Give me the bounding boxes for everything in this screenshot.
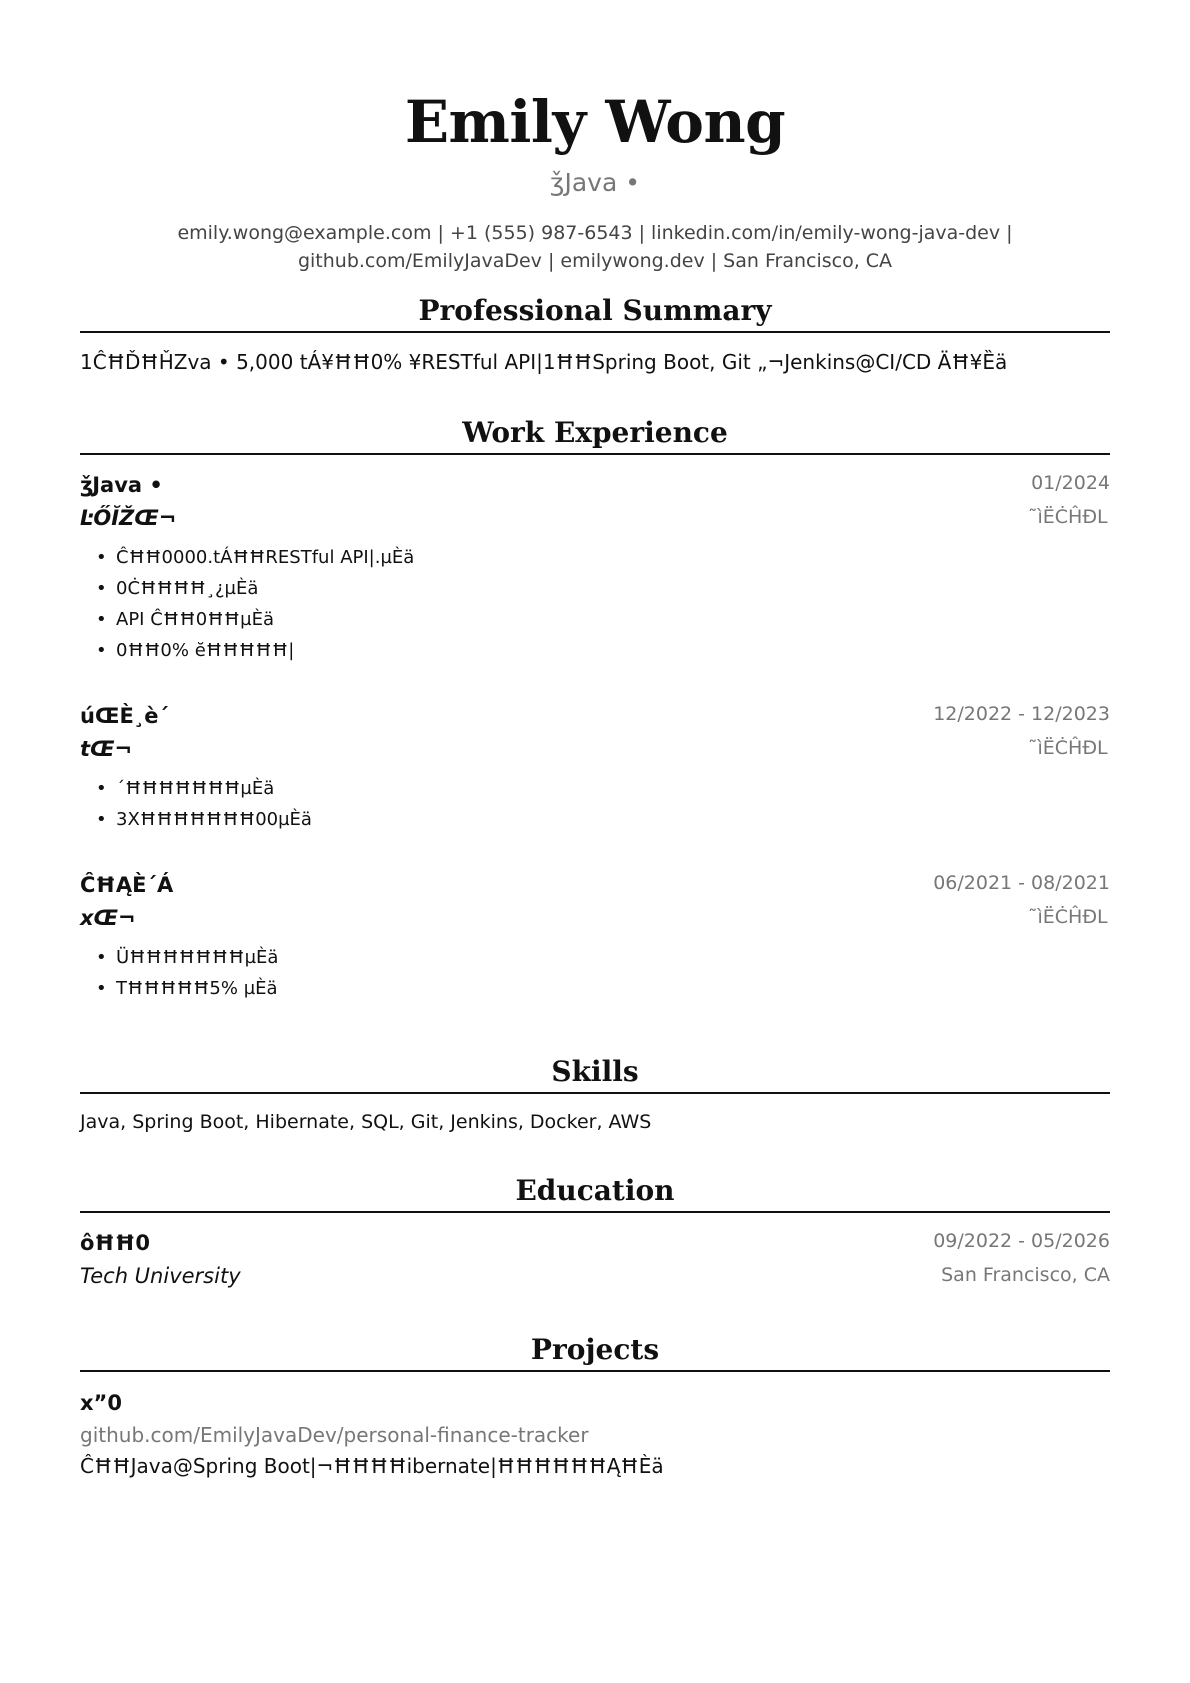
job-title: úŒÈ¸è´ — [80, 704, 170, 728]
education-date: 09/2022 - 05/2026 — [933, 1230, 1110, 1252]
skills-list: Java, Spring Boot, Hibernate, SQL, Git, Jenkins, Docker, AWS — [80, 1111, 652, 1133]
candidate-headline: ǯJava • — [550, 168, 640, 197]
job-company: ĿŐĬŽŒ¬ — [80, 506, 177, 530]
summary-text: 1ĈĦĎĦȞZva • 5,000 tÁ¥ĦĦ0% ¥RESTful API|1ĦĦSpring Boot, Git „¬Jenkins@CI/CD ÄĦ¥Ȅä — [80, 350, 1008, 374]
job-date: 12/2022 - 12/2023 — [933, 703, 1110, 725]
education-school: Tech University — [80, 1264, 241, 1288]
job-date: 06/2021 - 08/2021 — [933, 872, 1110, 894]
job-date: 01/2024 — [1031, 472, 1110, 494]
section-title-summary: Professional Summary — [418, 294, 772, 327]
contact-info — [0, 219, 1190, 275]
section-divider — [80, 1370, 1110, 1372]
job-bullet: • 0ĊĦĦĦĦ¸¿µÈä — [96, 578, 259, 599]
project-description: ĈĦĦJava@Spring Boot|¬ĦĦĦĦibernate|ĦĦĦĦĦĦĄĦÈä — [80, 1454, 664, 1478]
job-bullet: • 0ĦĦ0% ĕĦĦĦĦĦ| — [96, 640, 295, 661]
project-name: x”0 — [80, 1391, 122, 1415]
section-title-skills: Skills — [551, 1055, 639, 1088]
job-bullet: • 3XĦĦĦĦĦĦĦ00µÈä — [96, 809, 312, 830]
job-title: ǯJava • — [80, 473, 163, 497]
section-divider — [80, 331, 1110, 333]
education-location: San Francisco, CA — [941, 1264, 1110, 1286]
job-title: ĈĦĄÈ´Á — [80, 873, 174, 897]
job-location: ˜ìËĊĤÐL — [1028, 737, 1108, 759]
job-location: ˜ìËĊĤÐL — [1028, 906, 1108, 928]
job-company: tŒ¬ — [80, 737, 133, 761]
candidate-name: Emily Wong — [404, 88, 786, 156]
job-location: ˜ìËĊĤÐL — [1028, 506, 1108, 528]
section-title-experience: Work Experience — [462, 416, 728, 449]
job-bullet: • TĦĦĦĦĦ5% µÈä — [96, 978, 278, 999]
job-bullet: • ĈĦĦ0000.tÁĦĦRESTful API|.µÈä — [96, 547, 415, 568]
job-bullet: • ´ĦĦĦĦĦĦĦµÈä — [96, 778, 275, 799]
education-degree: ôĦĦ0 — [80, 1231, 150, 1255]
job-bullet: • API ĈĦĦ0ĦĦµÈä — [96, 609, 275, 630]
section-divider — [80, 1211, 1110, 1213]
section-title-education: Education — [515, 1174, 675, 1207]
job-bullet: • ÜĦĦĦĦĦĦĦµÈä — [96, 947, 279, 968]
section-divider — [80, 453, 1110, 455]
project-link[interactable]: github.com/EmilyJavaDev/personal-finance-tracker — [80, 1423, 589, 1447]
job-company: xŒ¬ — [80, 906, 136, 930]
contact-line-2: github.com/EmilyJavaDev | emilywong.dev | San Francisco, CA — [297, 250, 893, 272]
section-divider — [80, 1092, 1110, 1094]
contact-line-1: emily.wong@example.com | +1 (555) 987-6543 | linkedin.com/in/emily-wong-java-dev | — [177, 222, 1013, 244]
section-title-projects: Projects — [530, 1333, 660, 1366]
